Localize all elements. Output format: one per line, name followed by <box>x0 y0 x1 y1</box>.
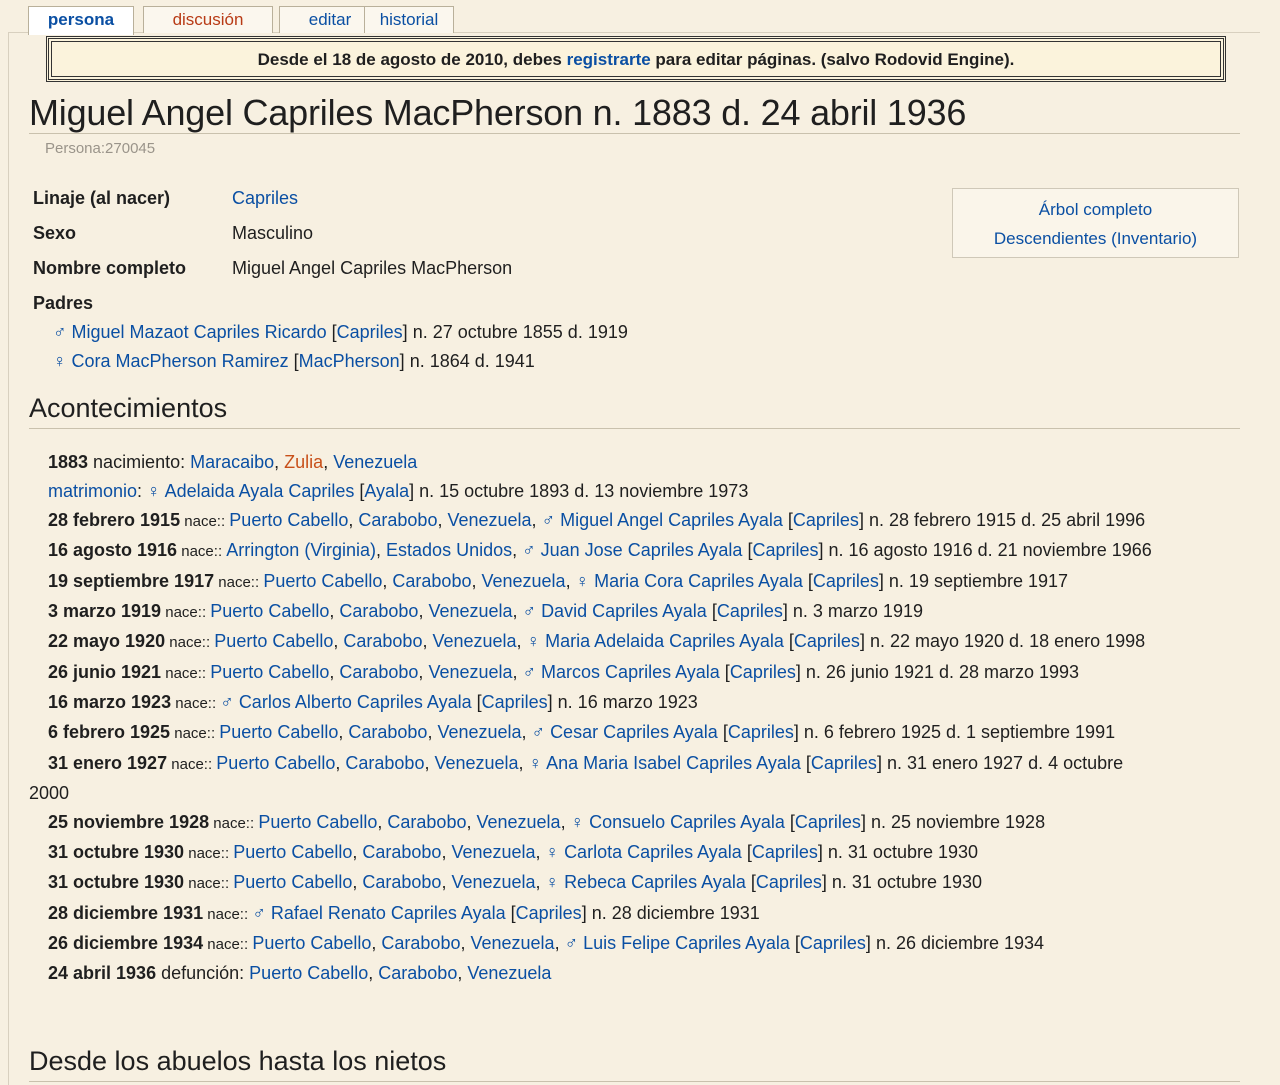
notice-text-before: Desde el 18 de agosto de 2010, debes <box>257 50 567 69</box>
descendants-link[interactable]: Descendientes (Inventario) <box>993 229 1198 248</box>
place-link[interactable]: Puerto Cabello <box>258 812 378 832</box>
child-dates: n. 3 marzo 1919 <box>787 601 923 621</box>
female-symbol-icon: ♀ <box>575 571 590 591</box>
event-date: 28 febrero 1915 <box>48 510 181 530</box>
child-link[interactable]: Carlos Alberto Capriles Ayala <box>238 692 472 712</box>
child-link[interactable]: Rebeca Capriles Ayala <box>564 872 746 892</box>
child-event: 16 agosto 1916 nace:: Arrington (Virginia), Estados Unidos, ♂ Juan Jose Capriles Ayala [Capriles] n. 16 agosto 1916 d. 21 noviembre 1966 <box>48 540 1152 560</box>
notice-text-after: para editar páginas. (salvo Rodovid Engine). <box>650 50 1015 69</box>
child-event: 3 marzo 1919 nace:: Puerto Cabello, Carabobo, Venezuela, ♂ David Capriles Ayala [Capriles] n. 3 marzo 1919 <box>48 601 923 621</box>
child-dates: n. 6 febrero 1925 d. 1 septiembre 1991 <box>798 722 1116 742</box>
place-link[interactable]: Puerto Cabello <box>233 842 353 862</box>
event-date: 31 octubre 1930 <box>48 872 185 892</box>
tab-editar[interactable]: editar <box>279 6 381 33</box>
place-link[interactable]: Venezuela <box>434 753 519 773</box>
event-type: nace:: <box>209 815 259 832</box>
place-link[interactable]: Venezuela <box>470 933 555 953</box>
family-heading: Desde los abuelos hasta los nietos <box>29 1046 447 1076</box>
female-symbol-icon: ♀ <box>545 842 560 862</box>
marriage-sep: : <box>137 481 148 501</box>
place-link[interactable]: Maracaibo <box>190 452 275 472</box>
place-link[interactable]: Venezuela <box>437 722 522 742</box>
child-dates: n. 31 octubre 1930 <box>822 842 979 862</box>
place-link[interactable]: Carabobo <box>358 510 438 530</box>
family-divider <box>29 1081 1240 1082</box>
place-link[interactable]: Venezuela <box>476 812 561 832</box>
event-type: nace:: <box>203 936 253 953</box>
place-link[interactable]: Carabobo <box>362 842 442 862</box>
event-type: nace:: <box>167 756 217 773</box>
place-link[interactable]: Carabobo <box>362 872 442 892</box>
place-link[interactable]: Venezuela <box>428 601 513 621</box>
event-date: 25 noviembre 1928 <box>48 812 210 832</box>
event-date: 22 mayo 1920 <box>48 631 166 651</box>
father-lineage-link[interactable]: Capriles <box>336 322 403 342</box>
lineage-link[interactable]: Capriles <box>812 571 879 591</box>
child-dates: n. 16 agosto 1916 d. 21 noviembre 1966 <box>823 540 1152 560</box>
place-link[interactable]: Venezuela <box>333 452 418 472</box>
father-dates: n. 27 octubre 1855 d. 1919 <box>407 322 628 342</box>
parent-father: ♂ Miguel Mazaot Capriles Ricardo [Capriles] n. 27 octubre 1855 d. 1919 <box>53 322 628 342</box>
spouse-dates: n. 15 octubre 1893 d. 13 noviembre 1973 <box>414 481 749 501</box>
child-link[interactable]: Maria Adelaida Capriles Ayala <box>545 631 784 651</box>
child-link[interactable]: Miguel Angel Capriles Ayala <box>560 510 783 530</box>
child-dates: n. 25 noviembre 1928 <box>865 812 1046 832</box>
place-link[interactable]: Zulia <box>284 452 324 472</box>
event-date: 24 abril 1936 <box>48 963 157 983</box>
birth-date: 1883 <box>48 452 89 472</box>
child-link[interactable]: Consuelo Capriles Ayala <box>589 812 785 832</box>
parent-mother: ♀ Cora MacPherson Ramirez [MacPherson] n. 1864 d. 1941 <box>53 351 535 371</box>
event-type: nace:: <box>180 513 230 530</box>
event-type: defunción: <box>156 963 250 983</box>
event-date: 31 enero 1927 <box>48 753 168 773</box>
lineage-link[interactable]: Capriles <box>727 722 794 742</box>
place-link[interactable]: Venezuela <box>467 963 552 983</box>
child-dates: n. 28 diciembre 1931 <box>586 903 760 923</box>
event-type: nace:: <box>184 845 234 862</box>
child-link[interactable]: Marcos Capriles Ayala <box>541 662 720 682</box>
child-event: 16 marzo 1923 nace:: ♂ Carlos Alberto Capriles Ayala [Capriles] n. 16 marzo 1923 <box>48 692 698 712</box>
lineage-link[interactable]: Capriles <box>794 812 861 832</box>
child-dates: n. 16 marzo 1923 <box>552 692 698 712</box>
female-symbol-icon: ♀ <box>526 631 541 651</box>
child-dates: n. 26 junio 1921 d. 28 marzo 1993 <box>800 662 1080 682</box>
place-link[interactable]: Puerto Cabello <box>233 872 353 892</box>
child-event: 31 enero 1927 nace:: Puerto Cabello, Carabobo, Venezuela, ♀ Ana Maria Isabel Capriles Ayala [Capriles] n. 31 enero 1927 d. 4 octubre <box>48 753 1124 773</box>
birth-event: 1883 nacimiento: Maracaibo, Zulia, Venezuela <box>48 452 418 472</box>
place-link[interactable]: Puerto Cabello <box>249 963 369 983</box>
event-type: nace:: <box>203 906 253 923</box>
place-link[interactable]: Venezuela <box>428 662 513 682</box>
marriage-event: matrimonio: ♀ Adelaida Ayala Capriles [Ayala] n. 15 octubre 1893 d. 13 noviembre 1973 <box>48 481 749 501</box>
child-event: 28 diciembre 1931 nace:: ♂ Rafael Renato Capriles Ayala [Capriles] n. 28 diciembre 1931 <box>48 903 760 923</box>
child-dates-wrap: 2000 <box>29 783 70 803</box>
place-link[interactable]: Arrington (Virginia) <box>226 540 377 560</box>
tab-discusion[interactable]: discusión <box>143 6 273 33</box>
lineage-link[interactable]: Capriles <box>792 510 859 530</box>
event-type: nace:: <box>177 543 227 560</box>
place-link[interactable]: Puerto Cabello <box>229 510 349 530</box>
tree-links-box <box>952 188 1239 258</box>
child-dates: n. 28 febrero 1915 d. 25 abril 1996 <box>863 510 1146 530</box>
place-link[interactable]: Puerto Cabello <box>263 571 383 591</box>
female-symbol-icon: ♀ <box>570 812 585 832</box>
info-label-sexo: Sexo <box>33 223 77 243</box>
event-type: nace:: <box>161 604 211 621</box>
lineage-link[interactable]: Capriles <box>729 662 796 682</box>
mother-lineage-link[interactable]: MacPherson <box>298 351 400 371</box>
event-date: 16 marzo 1923 <box>48 692 172 712</box>
place-link[interactable]: Puerto Cabello <box>216 753 336 773</box>
event-date: 28 diciembre 1931 <box>48 903 204 923</box>
place-link[interactable]: Carabobo <box>343 631 423 651</box>
father-link[interactable]: Miguel Mazaot Capriles Ricardo <box>71 322 327 342</box>
child-link[interactable]: Carlota Capriles Ayala <box>564 842 742 862</box>
place-link[interactable]: Puerto Cabello <box>210 662 330 682</box>
child-event: 19 septiembre 1917 nace:: Puerto Cabello, Carabobo, Venezuela, ♀ Maria Cora Capriles Ayala [Capriles] n. 19 septiembre 1917 <box>48 571 1069 591</box>
place-link[interactable]: Carabobo <box>387 812 467 832</box>
event-type: nace:: <box>170 725 220 742</box>
child-link[interactable]: Rafael Renato Capriles Ayala <box>270 903 506 923</box>
info-value-sexo: Masculino <box>232 223 314 243</box>
female-symbol-icon: ♀ <box>53 351 67 371</box>
title-divider <box>29 133 1240 134</box>
male-symbol-icon: ♂ <box>531 722 546 742</box>
child-event: 26 junio 1921 nace:: Puerto Cabello, Carabobo, Venezuela, ♂ Marcos Capriles Ayala [Capriles] n. 26 junio 1921 d. 28 marzo 1993 <box>48 662 1080 682</box>
male-symbol-icon: ♂ <box>252 903 266 923</box>
mother-link[interactable]: Cora MacPherson Ramirez <box>71 351 289 371</box>
child-link[interactable]: David Capriles Ayala <box>541 601 707 621</box>
lineage-link[interactable]: Capriles <box>752 540 819 560</box>
child-link[interactable]: Cesar Capriles Ayala <box>550 722 718 742</box>
child-event: 31 octubre 1930 nace:: Puerto Cabello, Carabobo, Venezuela, ♀ Rebeca Capriles Ayala [Capriles] n. 31 octubre 1930 <box>48 872 983 892</box>
male-symbol-icon: ♂ <box>53 322 67 342</box>
event-date: 6 febrero 1925 <box>48 722 171 742</box>
child-dates: n. 26 diciembre 1934 <box>870 933 1045 953</box>
marriage-link[interactable]: matrimonio <box>48 481 138 501</box>
event-date: 3 marzo 1919 <box>48 601 162 621</box>
info-label-padres: Padres <box>33 293 94 313</box>
child-dates: n. 22 mayo 1920 d. 18 enero 1998 <box>864 631 1146 651</box>
info-label-linaje: Linaje (al nacer) <box>33 188 171 208</box>
child-link[interactable]: Juan Jose Capriles Ayala <box>540 540 743 560</box>
female-symbol-icon: ♀ <box>147 481 161 501</box>
female-symbol-icon: ♀ <box>528 753 543 773</box>
death-event: 24 abril 1936 defunción: Puerto Cabello, Carabobo, Venezuela <box>48 963 552 983</box>
lineage-link[interactable]: Capriles <box>799 933 866 953</box>
place-link[interactable]: Venezuela <box>451 842 536 862</box>
place-link[interactable]: Carabobo <box>345 753 425 773</box>
child-dates: n. 19 septiembre 1917 <box>883 571 1069 591</box>
info-label-nombre: Nombre completo <box>33 258 187 278</box>
place-link[interactable]: Venezuela <box>451 872 536 892</box>
spouse-link[interactable]: Adelaida Ayala Capriles <box>164 481 355 501</box>
child-event: 22 mayo 1920 nace:: Puerto Cabello, Carabobo, Venezuela, ♀ Maria Adelaida Capriles Ayala [Capriles] n. 22 mayo 1920 d. 18 enero 1998 <box>48 631 1146 651</box>
event-date: 31 octubre 1930 <box>48 842 185 862</box>
event-date: 16 agosto 1916 <box>48 540 178 560</box>
place-link[interactable]: Estados Unidos <box>386 540 513 560</box>
event-date: 26 junio 1921 <box>48 662 162 682</box>
events-divider <box>29 428 1240 429</box>
child-dates: n. 31 octubre 1930 <box>826 872 983 892</box>
place-link[interactable]: Puerto Cabello <box>214 631 334 651</box>
birth-type: nacimiento: <box>88 452 191 472</box>
place-link[interactable]: Carabobo <box>348 722 428 742</box>
place-link[interactable]: Venezuela <box>447 510 532 530</box>
event-type: nace:: <box>165 634 215 651</box>
event-type: nace:: <box>171 695 221 712</box>
child-event: 31 octubre 1930 nace:: Puerto Cabello, Carabobo, Venezuela, ♀ Carlota Capriles Ayala [Capriles] n. 31 octubre 1930 <box>48 842 979 862</box>
place-link[interactable]: Carabobo <box>339 601 419 621</box>
child-link[interactable]: Maria Cora Capriles Ayala <box>594 571 803 591</box>
place-link[interactable]: Carabobo <box>339 662 419 682</box>
lineage-link[interactable]: Capriles <box>793 631 860 651</box>
page-title: Miguel Angel Capriles MacPherson n. 1883 d. 24 abril 1936 <box>29 92 967 133</box>
events-heading: Acontecimientos <box>29 393 228 423</box>
event-type: nace:: <box>214 574 264 591</box>
child-event: 28 febrero 1915 nace:: Puerto Cabello, Carabobo, Venezuela, ♂ Miguel Angel Capriles Ayala [Capriles] n. 28 febrero 1915 d. 25 abril 1996 <box>48 510 1146 530</box>
event-type: nace:: <box>184 875 234 892</box>
child-link[interactable]: Ana Maria Isabel Capriles Ayala <box>546 753 801 773</box>
event-type: nace:: <box>161 665 211 682</box>
place-link[interactable]: Carabobo <box>378 963 458 983</box>
lineage-link[interactable]: Capriles <box>481 692 548 712</box>
female-symbol-icon: ♀ <box>545 872 560 892</box>
mother-dates: n. 1864 d. 1941 <box>404 351 535 371</box>
register-link[interactable]: registrarte <box>566 50 651 69</box>
place-link[interactable]: Puerto Cabello <box>219 722 339 742</box>
info-value-nombre: Miguel Angel Capriles MacPherson <box>232 258 513 278</box>
male-symbol-icon: ♂ <box>522 540 536 560</box>
registration-notice <box>46 36 1226 82</box>
lineage-link[interactable]: Capriles <box>755 872 822 892</box>
event-date: 26 diciembre 1934 <box>48 933 204 953</box>
male-symbol-icon: ♂ <box>541 510 556 530</box>
child-event: 26 diciembre 1934 nace:: Puerto Cabello, Carabobo, Venezuela, ♂ Luis Felipe Capriles Ayala [Capriles] n. 26 diciembre 1934 <box>48 933 1045 953</box>
tab-persona[interactable]: persona <box>28 6 134 35</box>
male-symbol-icon: ♂ <box>220 692 234 712</box>
lineage-link[interactable]: Capriles <box>716 601 783 621</box>
info-value-linaje[interactable]: Capriles <box>232 188 299 208</box>
child-event: 25 noviembre 1928 nace:: Puerto Cabello, Carabobo, Venezuela, ♀ Consuelo Capriles Ayala [Capriles] n. 25 noviembre 1928 <box>48 812 1046 832</box>
person-id: Persona:270045 <box>45 140 156 157</box>
lineage-link[interactable]: Capriles <box>810 753 877 773</box>
male-symbol-icon: ♂ <box>522 662 537 682</box>
lineage-link[interactable]: Capriles <box>515 903 582 923</box>
place-link[interactable]: Venezuela <box>481 571 566 591</box>
place-link[interactable]: Carabobo <box>392 571 472 591</box>
place-link[interactable]: Puerto Cabello <box>210 601 330 621</box>
place-link[interactable]: Puerto Cabello <box>252 933 372 953</box>
tab-historial[interactable]: historial <box>364 6 454 33</box>
male-symbol-icon: ♂ <box>522 601 537 621</box>
lineage-link[interactable]: Capriles <box>751 842 818 862</box>
spouse-lineage-link[interactable]: Ayala <box>364 481 410 501</box>
male-symbol-icon: ♂ <box>564 933 579 953</box>
place-link[interactable]: Venezuela <box>432 631 517 651</box>
place-link[interactable]: Carabobo <box>381 933 461 953</box>
child-event: 6 febrero 1925 nace:: Puerto Cabello, Carabobo, Venezuela, ♂ Cesar Capriles Ayala [Capriles] n. 6 febrero 1925 d. 1 septiembre 1991 <box>48 722 1116 742</box>
full-tree-link[interactable]: Árbol completo <box>1038 200 1153 219</box>
child-dates: n. 31 enero 1927 d. 4 octubre <box>881 753 1124 773</box>
child-link[interactable]: Luis Felipe Capriles Ayala <box>583 933 790 953</box>
event-date: 19 septiembre 1917 <box>48 571 215 591</box>
